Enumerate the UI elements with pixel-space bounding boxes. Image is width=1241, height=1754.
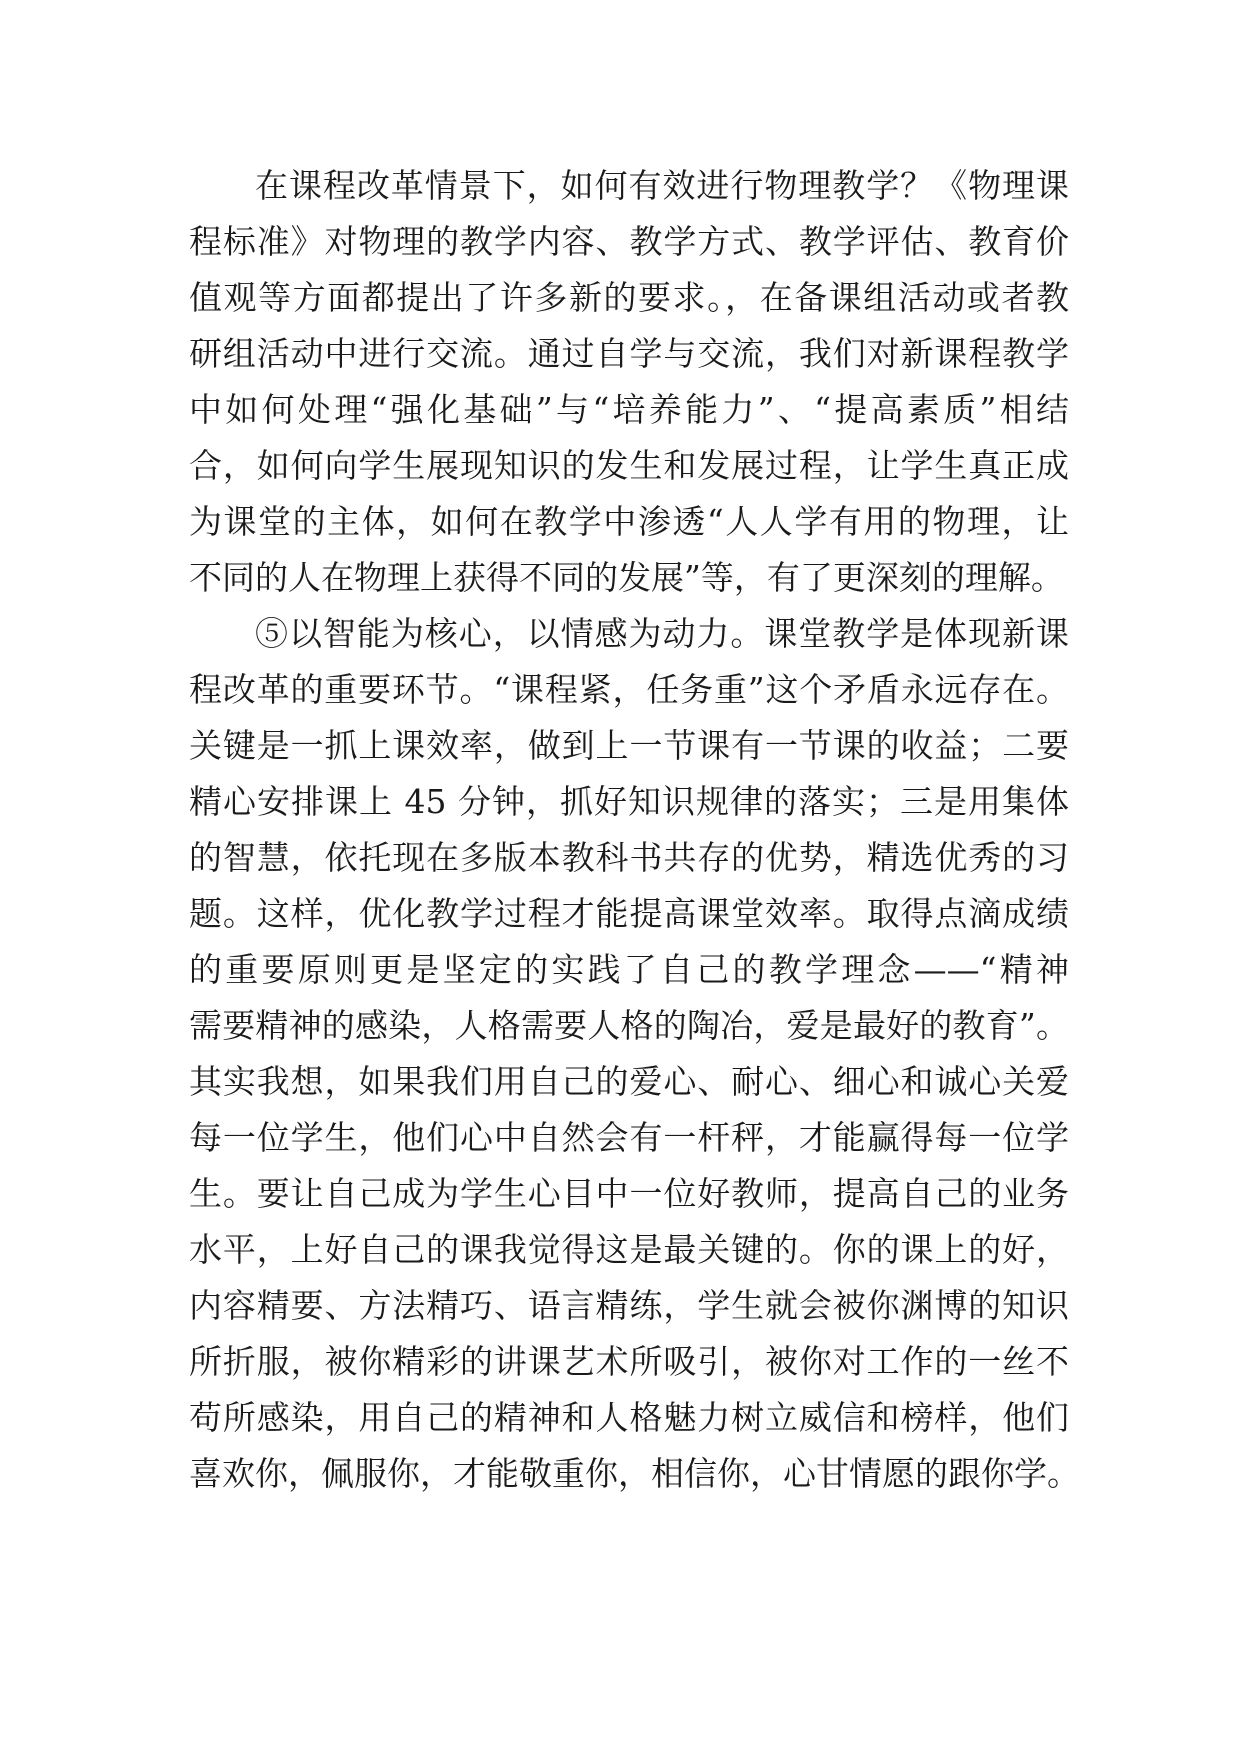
text-line: 中如何处理“强化基础”与“培养能力”、“提高素质”相结 xyxy=(189,390,1069,429)
text-line: 其实我想，如果我们用自己的爱心、耐心、细心和诚心关爱 xyxy=(189,1062,1069,1101)
text-line: 题。这样，优化教学过程才能提高课堂效率。取得点滴成绩 xyxy=(189,894,1069,933)
text-line: 合，如何向学生展现知识的发生和发展过程，让学生真正成 xyxy=(189,446,1069,485)
text-line: 不同的人在物理上获得不同的发展”等，有了更深刻的理解。 xyxy=(189,558,1064,597)
text-line: 研组活动中进行交流。通过自学与交流，我们对新课程教学 xyxy=(189,334,1069,373)
text-line: 为课堂的主体，如何在教学中渗透“人人学有用的物理，让 xyxy=(189,502,1069,541)
text-line: 所折服，被你精彩的讲课艺术所吸引，被你对工作的一丝不 xyxy=(189,1342,1069,1381)
text-line: 的智慧，依托现在多版本教科书共存的优势，精选优秀的习 xyxy=(189,838,1069,877)
text-line: 关键是一抓上课效率，做到上一节课有一节课的收益；二要 xyxy=(189,726,1069,765)
text-line: 的重要原则更是坚定的实践了自己的教学理念——“精神 xyxy=(189,950,1069,989)
text-line: 水平，上好自己的课我觉得这是最关键的。你的课上的好， xyxy=(189,1230,1069,1269)
paragraph-2 xyxy=(189,606,1080,1502)
text-line: 苟所感染，用自己的精神和人格魅力树立威信和榜样，他们 xyxy=(189,1398,1069,1437)
text-line: ⑤以智能为核心，以情感为动力。课堂教学是体现新课 xyxy=(255,614,1069,653)
text-line: 程标准》对物理的教学内容、教学方式、教学评估、教育价 xyxy=(189,222,1069,261)
text-line: 在课程改革情景下，如何有效进行物理教学？《物理课 xyxy=(255,166,1069,205)
text-line: 喜欢你，佩服你，才能敬重你，相信你，心甘情愿的跟你学。 xyxy=(189,1454,1080,1493)
body-text xyxy=(189,158,1080,1502)
text-line: 需要精神的感染，人格需要人格的陶冶，爱是最好的教育”。 xyxy=(189,1006,1069,1045)
text-line: 精心安排课上 45 分钟，抓好知识规律的落实；三是用集体 xyxy=(189,782,1069,821)
text-line: 值观等方面都提出了许多新的要求。，在备课组活动或者教 xyxy=(189,278,1069,317)
text-line: 内容精要、方法精巧、语言精练，学生就会被你渊博的知识 xyxy=(189,1286,1069,1325)
text-line: 生。要让自己成为学生心目中一位好教师，提高自己的业务 xyxy=(189,1174,1069,1213)
text-line: 程改革的重要环节。“课程紧，任务重”这个矛盾永远存在。 xyxy=(189,670,1069,709)
text-line: 每一位学生，他们心中自然会有一杆秤，才能赢得每一位学 xyxy=(189,1118,1069,1157)
paragraph-1 xyxy=(189,158,1069,606)
